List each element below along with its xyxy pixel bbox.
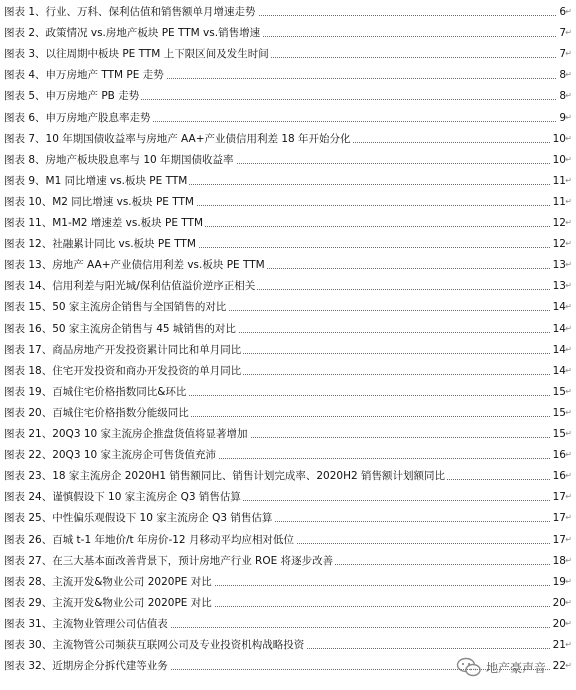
toc-entry-title: 图表 21、20Q3 10 家主流房企推盘货值将显著增加 [4,425,250,443]
toc-entry-page: 10 [551,151,566,169]
paragraph-return-mark: ↵ [565,112,572,122]
paragraph-return-mark: ↵ [565,218,572,227]
toc-entry[interactable] [4,87,572,105]
toc-entry[interactable] [4,109,572,127]
toc-entry[interactable] [4,573,572,591]
toc-entry[interactable] [4,172,572,190]
toc-entry-page: 21 [551,636,566,654]
paragraph-return-mark: ↵ [565,196,572,206]
toc-entry-title: 图表 3、以往周期中板块 PE TTM 上下限区间及发生时间 [4,45,271,63]
toc-entry-title: 图表 1、行业、万科、保利估值和销售额单月增速走势 [4,3,258,21]
paragraph-return-mark: ↵ [565,344,572,354]
toc-entry-title: 图表 12、社融累计同比 vs.板块 PE TTM [4,235,198,253]
toc-entry-title: 图表 32、近期房企分拆代建等业务 [4,657,170,675]
paragraph-return-mark: ↵ [565,513,572,523]
toc-entry[interactable] [4,151,572,169]
toc-entry[interactable] [4,467,572,485]
toc-entry-title: 图表 30、主流物管公司频获互联网公司及专业投资机构战略投资 [4,636,306,654]
paragraph-return-mark: ↵ [565,365,572,375]
toc-entry-page: 9 [557,109,566,127]
toc-entry-title: 图表 16、50 家主流房企销售与 45 城销售的对比 [4,320,238,338]
toc-entry[interactable] [4,362,572,380]
paragraph-return-mark: ↵ [565,471,572,481]
toc-entry-page: 8 [557,66,566,84]
toc-entry-page: 22 [551,657,566,675]
paragraph-return-mark: ↵ [565,175,572,185]
toc-entry-title: 图表 29、主流开发&物业公司 2020PE 对比 [4,594,214,612]
toc-entry[interactable] [4,425,572,443]
toc-entry[interactable] [4,636,572,654]
toc-entry[interactable] [4,509,572,527]
toc-entry-title: 图表 8、房地产板块股息率与 10 年期国债收益率 [4,151,236,169]
toc-entry-page: 14 [551,362,566,380]
toc-entry[interactable] [4,594,572,612]
toc-entry-title: 图表 24、谨慎假设下 10 家主流房企 Q3 销售估算 [4,488,243,506]
toc-entry-page: 12 [551,235,566,253]
toc-entry-page: 15 [551,425,566,443]
paragraph-return-mark: ↵ [565,154,572,164]
toc-entry-page: 7 [557,45,566,63]
paragraph-return-mark: ↵ [565,640,572,649]
toc-entry-page: 20 [551,615,566,633]
toc-entry[interactable] [4,277,572,295]
toc-entry[interactable] [4,615,572,633]
toc-entry-page: 13 [551,277,566,295]
toc-entry[interactable] [4,130,572,148]
paragraph-return-mark: ↵ [565,260,572,270]
toc-entry-page: 19 [551,573,566,591]
toc-entry-page: 12 [551,214,566,232]
toc-entry-title: 图表 23、18 家主流房企 2020H1 销售额同比、销售计划完成率、2020H2 销售额计划额同比 [4,467,447,485]
toc-entry-title: 图表 22、20Q3 10 家主流房企可售货值充沛 [4,446,218,464]
toc-entry-title: 图表 31、主流物业管理公司估值表 [4,615,170,633]
paragraph-return-mark: ↵ [565,49,572,59]
paragraph-return-mark: ↵ [565,618,572,628]
toc-entry[interactable] [4,3,572,21]
toc-entry-page: 17 [551,488,566,506]
toc-entry-page: 8 [557,87,566,105]
toc-entry[interactable] [4,45,572,63]
toc-entry-page: 6 [557,3,566,21]
toc-entry-title: 图表 18、住宅开发投资和商办开发投资的单月同比 [4,362,243,380]
paragraph-return-mark: ↵ [565,429,572,438]
watermark [452,655,550,679]
toc-entry-title: 图表 20、百城住宅价格指数分能级同比 [4,404,191,422]
toc-entry-title: 图表 25、中性偏乐观假设下 10 家主流房企 Q3 销售估算 [4,509,274,527]
toc-entry[interactable] [4,214,572,232]
toc-entry-page: 11 [551,172,566,190]
toc-entry-page: 17 [551,531,566,549]
paragraph-return-mark: ↵ [565,450,572,460]
toc-entry[interactable] [4,66,572,84]
toc-entry[interactable] [4,235,572,253]
toc-entry[interactable] [4,256,572,274]
toc-entry-page: 14 [551,320,566,338]
toc-entry-page: 14 [551,341,566,359]
toc-entry[interactable] [4,193,572,211]
toc-entry-title: 图表 13、房地产 AA+产业债信用利差 vs.板块 PE TTM [4,256,267,274]
paragraph-return-mark: ↵ [565,239,572,249]
paragraph-return-mark: ↵ [565,386,572,396]
toc-entry[interactable] [4,383,572,401]
toc-entry-title: 图表 27、在三大基本面改善背景下，预计房地产行业 ROE 将逐步改善 [4,552,335,570]
wechat-icon [456,657,482,677]
toc-entry-page: 15 [551,404,566,422]
toc-entry[interactable] [4,488,572,506]
toc-entry-title: 图表 26、百城 t-1 年地价/t 年房价-12 月移动平均应相对低位 [4,531,296,549]
toc-entry[interactable] [4,341,572,359]
toc-entry[interactable] [4,298,572,316]
toc-entry[interactable] [4,531,572,549]
paragraph-return-mark: ↵ [565,534,572,544]
paragraph-return-mark: ↵ [565,70,572,80]
paragraph-return-mark: ↵ [565,133,572,143]
toc-entry[interactable] [4,320,572,338]
toc-entry[interactable] [4,404,572,422]
toc-entry-title: 图表 17、商品房地产开发投资累计同比和单月同比 [4,341,243,359]
toc-entry[interactable] [4,552,572,570]
toc-entry-page: 17 [551,509,566,527]
paragraph-return-mark: ↵ [565,597,572,607]
paragraph-return-mark: ↵ [565,492,572,502]
toc-entry-title: 图表 2、政策情况 vs.房地产板块 PE TTM vs.销售增速 [4,24,262,42]
toc-entry-title: 图表 10、M2 同比增速 vs.板块 PE TTM [4,193,196,211]
paragraph-return-mark: ↵ [565,661,572,671]
toc-entry-title: 图表 19、百城住宅价格指数同比&环比 [4,383,188,401]
toc-entry-page: 15 [551,383,566,401]
toc-entry[interactable] [4,446,572,464]
toc-entry-page: 7 [557,24,566,42]
toc-entry[interactable] [4,24,572,42]
paragraph-return-mark: ↵ [565,302,572,312]
paragraph-return-mark: ↵ [565,7,572,16]
toc-entry-page: 18 [551,552,566,570]
paragraph-return-mark: ↵ [565,576,572,586]
paragraph-return-mark: ↵ [565,323,572,333]
toc-entry-page: 11 [551,193,566,211]
toc-entry-title: 图表 5、申万房地产 PB 走势 [4,87,141,105]
toc-entry-title: 图表 11、M1-M2 增速差 vs.板块 PE TTM [4,214,205,232]
toc-entry-title: 图表 14、信用利差与阳光城/保利估值溢价逆序正相关 [4,277,257,295]
toc-entry-page: 13 [551,256,566,274]
paragraph-return-mark: ↵ [565,281,572,291]
toc-entry-page: 16 [551,467,566,485]
toc-entry-title: 图表 4、申万房地产 TTM PE 走势 [4,66,166,84]
toc-entry-page: 20 [551,594,566,612]
toc-entry-title: 图表 15、50 家主流房企销售与全国销售的对比 [4,298,228,316]
toc-entry-title: 图表 6、申万房地产股息率走势 [4,109,153,127]
paragraph-return-mark: ↵ [565,555,572,565]
paragraph-return-mark: ↵ [565,407,572,417]
toc-entry-title: 图表 28、主流开发&物业公司 2020PE 对比 [4,573,214,591]
paragraph-return-mark: ↵ [565,28,572,38]
toc-entry-title: 图表 9、M1 同比增速 vs.板块 PE TTM [4,172,189,190]
toc-entry-page: 10 [551,130,566,148]
watermark-text: 地产豪声音 [486,660,547,675]
toc-entry-title: 图表 7、10 年期国债收益率与房地产 AA+产业债信用利差 18 年开始分化 [4,130,353,148]
toc-entry-page: 14 [551,298,566,316]
paragraph-return-mark: ↵ [565,91,572,101]
toc-entry-page: 16 [551,446,566,464]
